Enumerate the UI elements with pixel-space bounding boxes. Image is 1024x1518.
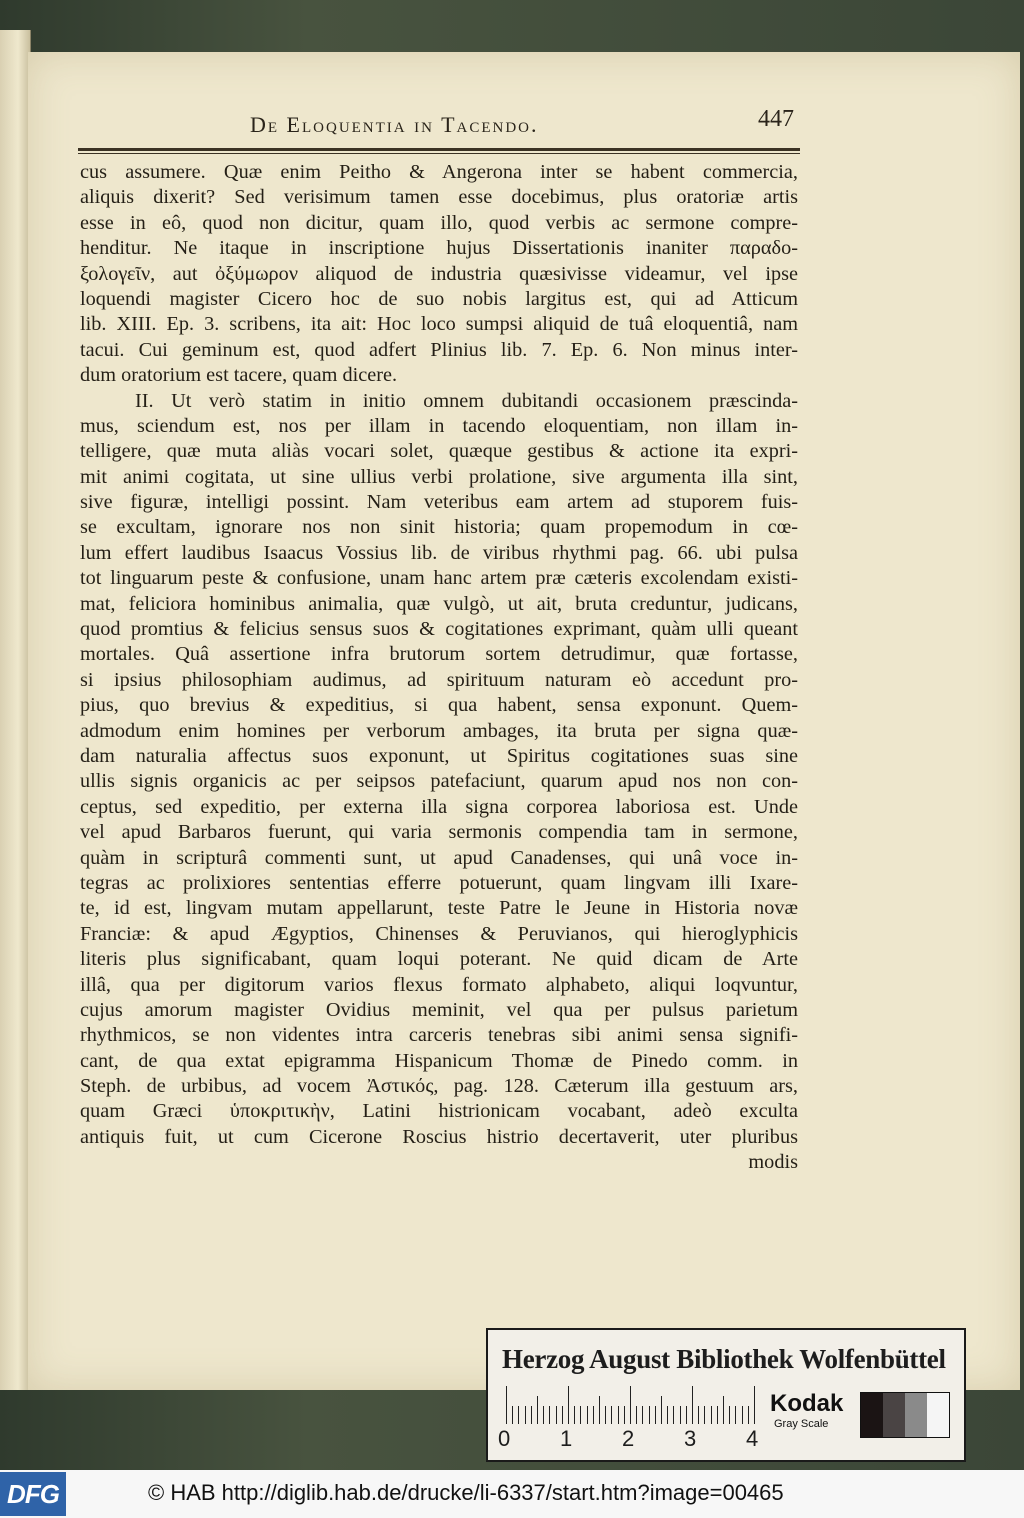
text-line: ξολογεῖν, aut ὀξύμωρον aliquod de industria quæsivisse videamur, vel ipse: [80, 262, 798, 285]
header-rule-thin: [78, 153, 800, 154]
ruler-tick: [624, 1406, 625, 1424]
text-line: mit animi cogitata, ut sine ullius verbi prolatione, sive argumenta illa sint,: [80, 465, 798, 488]
ruler-tick: [543, 1406, 544, 1424]
ruler-tick: [655, 1406, 656, 1424]
text-line: admodum enim homines per verborum ambages, ita bruta per signa quæ-: [80, 719, 798, 742]
dfg-logo: DFG: [0, 1472, 66, 1516]
ruler-tick: [704, 1406, 705, 1424]
ruler-tick: [692, 1386, 693, 1424]
ruler-tick: [667, 1406, 668, 1424]
ruler-tick: [568, 1386, 569, 1424]
text-line: cujus amorum magister Ovidius meminit, vel qua per pulsus parietum: [80, 998, 798, 1021]
text-line: tegras ac prolixiores sententias efferre potuerunt, quam lingvam illi Ixare-: [80, 871, 798, 894]
ruler-tick: [748, 1406, 749, 1424]
text-line: mat, feliciora hominibus animalia, quæ vulgò, ut ait, bruta creduntur, judicans,: [80, 592, 798, 615]
text-line: quàm in scripturâ commenti sunt, ut apud Canadenses, qui unâ voce in-: [80, 846, 798, 869]
ruler-number: 2: [622, 1426, 635, 1451]
text-line: telligere, quæ muta aliàs vocari solet, quæque gestibus & actione ita expri-: [80, 440, 798, 463]
ruler-tick: [531, 1406, 532, 1424]
ruler-numbers: [498, 1426, 768, 1456]
scale-ruler: [506, 1384, 756, 1424]
page-number: 447: [758, 106, 794, 132]
gray-scale-label: Gray Scale: [774, 1418, 829, 1430]
text-line: illâ, qua per digitorum varios flexus formato alphabeto, aliqui loqvuntur,: [80, 973, 798, 996]
text-line: quam Græci ὑποκριτικὴν, Latini histrionicam vocabant, adeò exculta: [80, 1100, 798, 1123]
ruler-tick: [506, 1386, 507, 1424]
text-line: Steph. de urbibus, ad vocem Ἀστικός, pag. 128. Cæterum illa gestuum ars,: [80, 1075, 798, 1098]
ruler-number: 1: [560, 1426, 573, 1451]
text-line: loquendi magister Cicero hoc de suo nobis largitus est, qui ad Atticum: [80, 287, 798, 310]
ruler-tick: [562, 1406, 563, 1424]
text-line: si ipsius philosophiam audimus, ad spirituum naturam eò accedunt pro-: [80, 668, 798, 691]
ruler-tick: [698, 1406, 699, 1424]
ruler-tick: [680, 1406, 681, 1424]
gray-swatches: [860, 1392, 950, 1438]
ruler-tick: [605, 1406, 606, 1424]
kodak-brand: Kodak: [770, 1390, 844, 1417]
ruler-tick: [729, 1406, 730, 1424]
text-line: antiquis fuit, ut cum Cicerone Roscius histrio decertaverit, uter pluribus: [80, 1125, 798, 1148]
ruler-tick: [673, 1406, 674, 1424]
ruler-tick: [649, 1406, 650, 1424]
text-line: tacui. Cui geminum est, quod adfert Plinius lib. 7. Ep. 6. Non minus inter-: [80, 338, 798, 361]
ruler-tick: [611, 1406, 612, 1424]
previous-page-edge: [0, 30, 31, 1390]
ruler-tick: [754, 1386, 755, 1424]
text-line: dam naturalia affectus suos exponunt, ut Spiritus cogitationes suas sine: [80, 744, 798, 767]
gray-swatch: [905, 1393, 927, 1437]
gray-swatch: [927, 1393, 949, 1437]
gray-swatch: [883, 1393, 905, 1437]
text-line: quod promtius & felicius sensus suos & cogitationes exprimant, quàm ulli queant: [80, 618, 798, 641]
text-line: sive figuræ, intelligi possint. Nam veteribus eam artem ad stuporem fuis-: [80, 491, 798, 514]
text-line: tot linguarum peste & confusione, unam hanc artem præ cæteris excolendam existi-: [80, 567, 798, 590]
library-name: Herzog August Bibliothek Wolfenbüttel: [502, 1344, 946, 1374]
ruler-tick: [735, 1406, 736, 1424]
text-line: te, id est, lingvam mutam appellarunt, teste Patre le Jeune in Historia novæ: [80, 897, 798, 920]
ruler-tick: [599, 1396, 600, 1424]
ruler-tick: [518, 1406, 519, 1424]
ruler-tick: [574, 1406, 575, 1424]
ruler-tick: [587, 1406, 588, 1424]
text-line: aliquis dixerit? Sed verisimum tamen esse docebimus, plus oratoriæ artis: [80, 186, 798, 209]
text-line: rhythmicos, se non videntes intra carceris tenebras sibi animi sensa signifi-: [80, 1024, 798, 1047]
text-line: dum oratorium est tacere, quam dicere.: [80, 364, 398, 387]
text-line: cus assumere. Quæ enim Peitho & Angerona inter se habent commercia,: [80, 161, 798, 183]
ruler-tick: [717, 1406, 718, 1424]
ruler-tick: [742, 1406, 743, 1424]
ruler-tick: [593, 1406, 594, 1424]
ruler-number: 0: [498, 1426, 511, 1451]
ruler-tick: [556, 1406, 557, 1424]
ruler-number: 3: [684, 1426, 697, 1451]
copyright-link[interactable]: © HAB http://diglib.hab.de/drucke/li-6337/start.htm?image=00465: [148, 1480, 784, 1505]
ruler-tick: [537, 1396, 538, 1424]
ruler-tick: [618, 1406, 619, 1424]
running-head: De Eloquentia in Tacendo.: [250, 112, 539, 137]
text-line: mus, sciendum est, nos per illam in tacendo eloquentiam, non illam in-: [80, 414, 798, 437]
text-line: mortales. Quâ assertione infra brutorum sortem detrudimur, quæ fortasse,: [80, 643, 798, 666]
text-line: modis: [748, 1151, 798, 1174]
ruler-tick: [549, 1406, 550, 1424]
text-line: cant, de qua extat epigramma Hispanicum Thomæ de Pinedo comm. in: [80, 1049, 798, 1072]
text-line: ceptus, sed expeditio, per externa illa signa corporea laboriosa est. Unde: [80, 795, 798, 818]
ruler-tick: [636, 1406, 637, 1424]
text-line: henditur. Ne itaque in inscriptione hujus Dissertationis inaniter παραδο-: [80, 237, 798, 260]
text-line: II. Ut verò statim in initio omnem dubitandi occasionem præscinda-: [135, 389, 798, 412]
text-line: esse in eô, quod non dicitur, quam illo, quod verbis ac sermone compre-: [80, 211, 798, 234]
page-text: [80, 160, 798, 1176]
text-line: pius, quo brevius & expeditius, si qua habent, sensa exponunt. Quem-: [80, 694, 798, 717]
gray-swatch: [861, 1393, 883, 1437]
text-line: literis plus significabant, quam loqui poterant. Ne quid dicam de Arte: [80, 948, 798, 971]
header-rule: [78, 148, 800, 151]
ruler-tick: [525, 1406, 526, 1424]
text-line: ullis signis organicis ac per seipsos patefaciunt, quarum apud nos non con-: [80, 770, 798, 793]
ruler-tick: [642, 1406, 643, 1424]
text-line: vel apud Barbaros fuerunt, qui varia sermonis compendia tam in sermone,: [80, 821, 798, 844]
text-line: se excultam, ignorare nos non sinit historia; quam propemodum in cœ-: [80, 516, 798, 539]
ruler-tick: [661, 1396, 662, 1424]
text-line: Franciæ: & apud Ægyptios, Chinenses & Peruvianos, qui hieroglyphicis: [80, 922, 798, 945]
ruler-tick: [580, 1406, 581, 1424]
text-line: lib. XIII. Ep. 3. scribens, ita ait: Hoc loco sumpsi aliquid de tuâ eloquentiâ, nam: [80, 313, 798, 336]
ruler-number: 4: [746, 1426, 759, 1451]
color-checker-card: [486, 1328, 966, 1462]
ruler-tick: [711, 1406, 712, 1424]
ruler-tick: [630, 1386, 631, 1424]
ruler-tick: [512, 1406, 513, 1424]
ruler-tick: [723, 1396, 724, 1424]
ruler-tick: [686, 1406, 687, 1424]
text-line: lum effert laudibus Isaacus Vossius lib. de viribus rhythmi pag. 66. ubi pulsa: [80, 541, 798, 564]
